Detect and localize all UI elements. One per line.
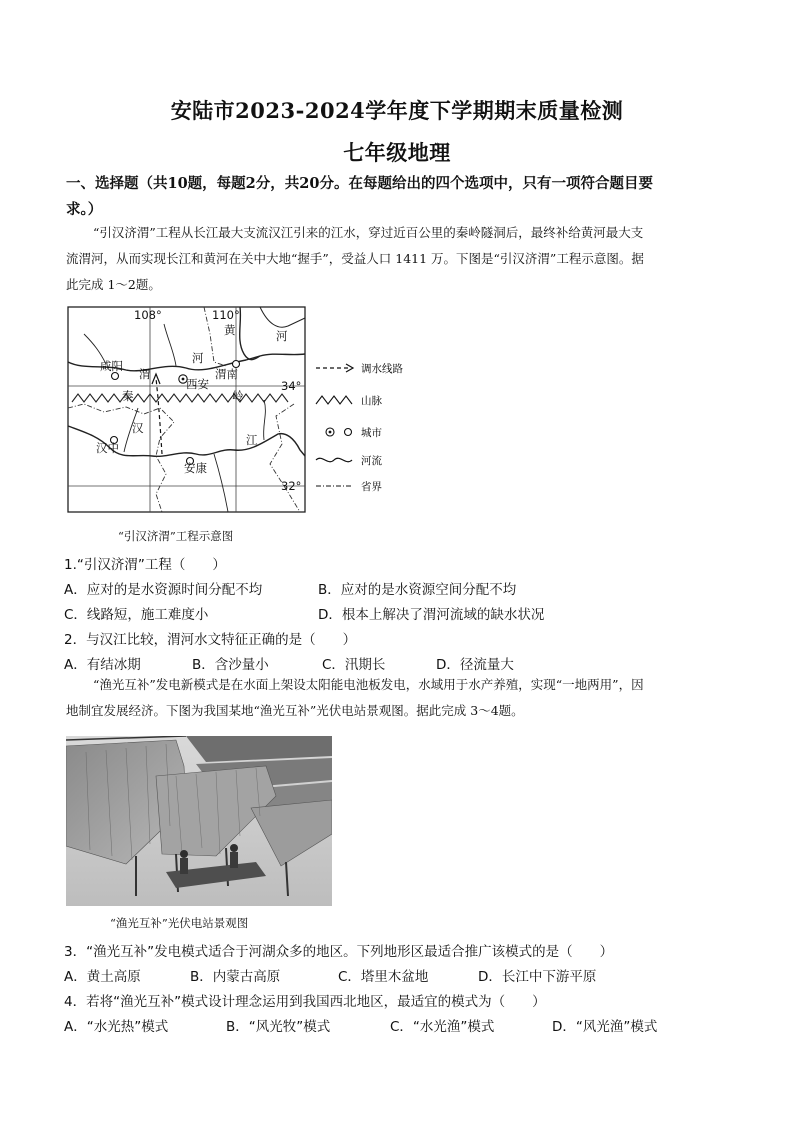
question-1-option-d[interactable]: D．根本上解决了渭河流域的缺水状况 <box>318 607 545 623</box>
label-xianyang: 咸阳 <box>100 359 123 373</box>
question-2-option-c[interactable]: C．汛期长 <box>322 657 386 673</box>
question-3-option-c[interactable]: C．塔里木盆地 <box>338 969 429 985</box>
question-2-stem: 2．与汉江比较，渭河水文特征正确的是（ ） <box>64 632 357 648</box>
question-1-option-c[interactable]: C．线路短，施工难度小 <box>64 607 209 623</box>
question-3-option-d[interactable]: D．长江中下游平原 <box>478 969 597 985</box>
question-4-option-b[interactable]: B．“风光牧”模式 <box>226 1019 331 1035</box>
city-xian-dot <box>182 378 185 381</box>
passage1-line2: 流渭河，从而实现长江和黄河在关中大地“握手”，受益人口 1411 万。下图是“引汉济渭”工程示意图。据 <box>66 251 644 266</box>
legend-river-symbol <box>316 458 352 461</box>
photo-worker-1-body <box>180 858 188 874</box>
label-xian: 西安 <box>186 377 209 391</box>
passage1-line1: “引汉济渭”工程从长江最大支流汉江引来的江水，穿过近百公里的秦岭隧洞后，最终补给黄河最大支 <box>93 225 644 240</box>
label-hanzhong: 汉中 <box>96 441 119 455</box>
lat-label-34: 34° <box>281 379 302 393</box>
legend-river-label: 河流 <box>361 455 382 467</box>
label-huang: 黄 <box>224 323 236 337</box>
question-1-option-b[interactable]: B．应对的是水资源空间分配不均 <box>318 582 517 598</box>
question-4-option-c[interactable]: C．“水光渔”模式 <box>390 1019 495 1035</box>
label-jiang: 江 <box>246 433 258 447</box>
photo-worker-2-body <box>230 852 238 868</box>
lat-label-32: 32° <box>281 479 302 493</box>
passage1-line3: 此完成 1～2题。 <box>66 277 161 292</box>
legend-city-label: 城市 <box>361 427 382 439</box>
question-3-option-a[interactable]: A．黄土高原 <box>64 969 141 985</box>
legend-city-symbol-1-dot <box>329 431 332 434</box>
solar-fishery-photo <box>66 736 332 906</box>
city-xianyang-marker <box>112 373 119 380</box>
label-he-1: 河 <box>192 351 204 365</box>
passage2-line1: “渔光互补”发电新模式是在水面上架设太阳能电池板发电，水域用于水产养殖，实现“一地两用”，因 <box>93 677 644 692</box>
map-frame <box>68 307 305 512</box>
question-4-stem: 4．若将“渔光互补”模式设计理念运用到我国西北地区，最适宜的模式为（ ） <box>64 994 546 1010</box>
label-wei: 渭 <box>139 367 151 381</box>
page-subtitle: 七年级地理 <box>343 140 451 165</box>
water-diversion-map <box>64 304 424 519</box>
question-2-option-d[interactable]: D．径流量大 <box>436 657 514 673</box>
photo-worker-2-head <box>230 844 238 852</box>
lon-label-108: 108° <box>134 308 162 322</box>
label-ling: 岭 <box>232 389 244 403</box>
section-heading-line2: 求。） <box>66 201 103 218</box>
legend-border-label: 省界 <box>361 481 382 493</box>
question-2-option-b[interactable]: B．含沙量小 <box>192 657 269 673</box>
question-3-stem: 3．“渔光互补”发电模式适合于河湖众多的地区。下列地形区最适合推广该模式的是（ ） <box>64 944 614 960</box>
question-4-option-d[interactable]: D．“风光渔”模式 <box>552 1019 658 1035</box>
map-caption: “引汉济渭”工程示意图 <box>118 529 234 543</box>
legend-mountain-symbol <box>316 396 352 404</box>
legend-city-symbol-2 <box>345 429 352 436</box>
photo-caption: “渔光互补”光伏电站景观图 <box>110 916 249 930</box>
photo-worker-1-head <box>180 850 188 858</box>
label-han: 汉 <box>132 421 144 435</box>
legend-route-label: 调水线路 <box>361 363 403 375</box>
question-2-option-a[interactable]: A．有结冰期 <box>64 657 141 673</box>
question-3-option-b[interactable]: B．内蒙古高原 <box>190 969 281 985</box>
section-heading-line1: 一、选择题（共10题，每题2分，共20分。在每题给出的四个选项中，只有一项符合题目要 <box>66 175 653 192</box>
lon-label-110: 110° <box>212 308 240 322</box>
map-legend <box>316 362 403 493</box>
question-1-stem: 1.“引汉济渭”工程（ ） <box>64 557 226 573</box>
page-title: 安陆市2023-2024学年度下学期期末质量检测 <box>170 98 624 123</box>
label-ankang: 安康 <box>184 461 207 475</box>
question-4-option-a[interactable]: A．“水光热”模式 <box>64 1019 169 1035</box>
label-weinan: 渭南 <box>215 367 238 381</box>
label-he-2: 河 <box>276 329 288 343</box>
label-qin: 秦 <box>122 389 134 403</box>
passage2-line2: 地制宜发展经济。下图为我国某地“渔光互补”光伏电站景观图。据此完成 3～4题。 <box>66 703 524 718</box>
question-1-option-a[interactable]: A．应对的是水资源时间分配不均 <box>64 582 263 598</box>
legend-mountain-label: 山脉 <box>361 395 382 407</box>
